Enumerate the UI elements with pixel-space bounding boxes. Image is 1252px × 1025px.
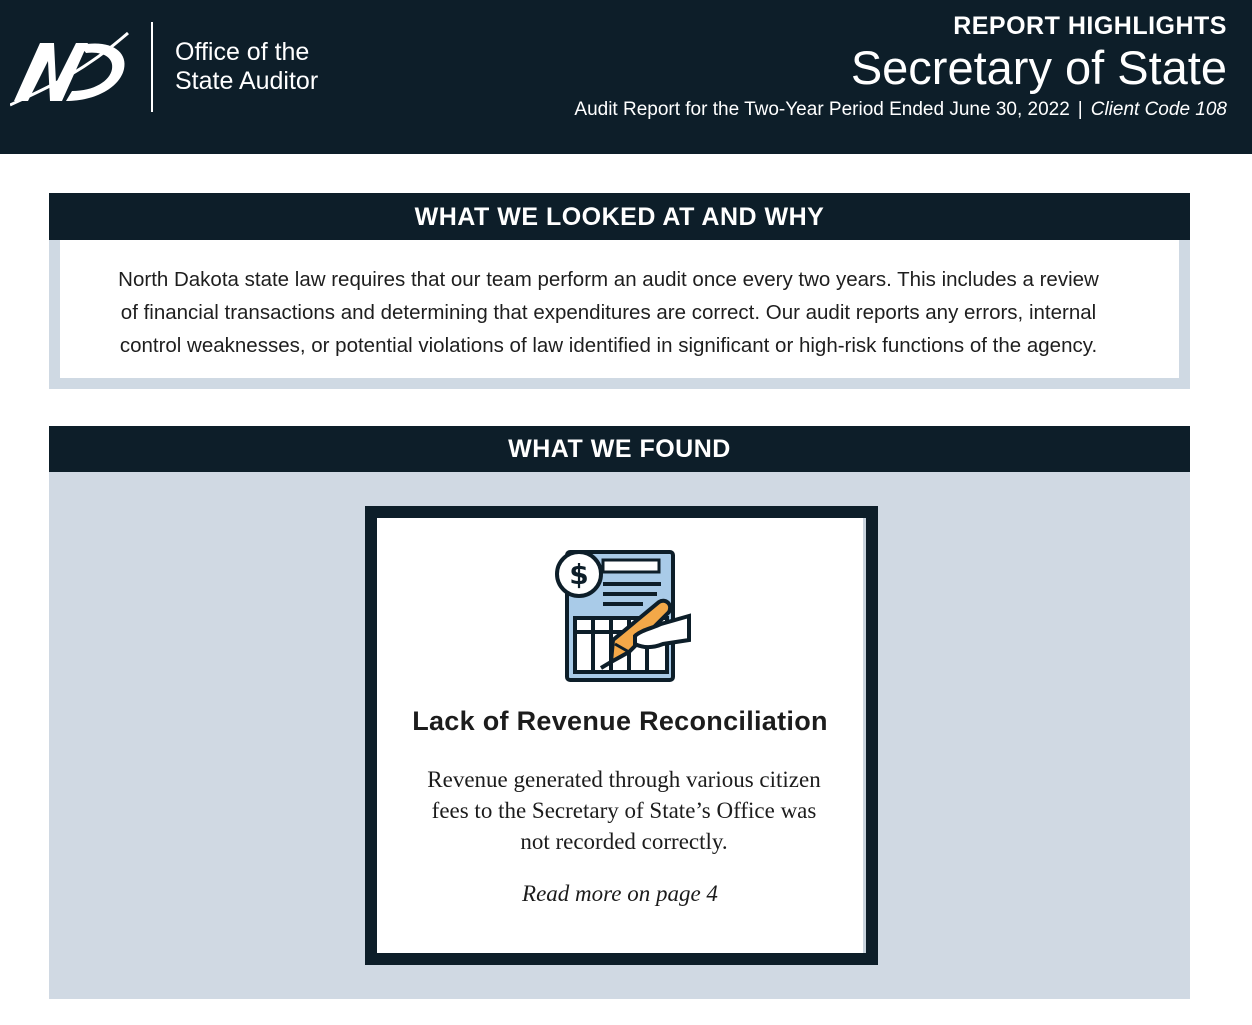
nd-logo-icon xyxy=(10,25,130,107)
finding-text-line3: not recorded correctly. xyxy=(520,829,728,854)
finding-description xyxy=(417,764,831,857)
finding-card-body xyxy=(377,518,866,953)
report-kicker: REPORT HIGHLIGHTS xyxy=(953,12,1227,40)
looked-at-line1: North Dakota state law requires that our team perform an audit once every two years. This includes a review xyxy=(118,268,1099,291)
office-name-line2: State Auditor xyxy=(175,67,319,95)
looked-at-line3: control weaknesses, or potential violations of law identified in significant or high-risk functions of the agency. xyxy=(119,334,1098,357)
office-name xyxy=(175,38,318,96)
finding-text-line1: Revenue generated through various citizen xyxy=(427,767,821,792)
finding-text-line2: fees to the Secretary of State’s Office was xyxy=(431,798,817,823)
revenue-document-pen-icon xyxy=(553,544,693,684)
read-more-link[interactable]: Read more on page 4 xyxy=(522,881,718,906)
subtitle-separator: | xyxy=(1077,99,1083,120)
client-code: Client Code 108 xyxy=(1090,99,1227,120)
office-name-line1: Office of the xyxy=(175,38,310,66)
found-heading: WHAT WE FOUND xyxy=(508,435,731,463)
looked-at-section xyxy=(49,193,1190,389)
period-text: Audit Report for the Two-Year Period Ended June 30, 2022 xyxy=(574,99,1070,120)
finding-title: Lack of Revenue Reconciliation xyxy=(412,706,828,736)
looked-at-text xyxy=(89,263,1128,362)
logo-divider xyxy=(151,22,153,112)
finding-card xyxy=(365,506,878,965)
looked-at-heading: WHAT WE LOOKED AT AND WHY xyxy=(414,203,825,231)
svg-text:$: $ xyxy=(569,558,589,591)
page-title: Secretary of State xyxy=(850,41,1227,94)
looked-at-line2: of financial transactions and determining that expenditures are correct. Our audit reports any errors, internal xyxy=(120,301,1097,324)
report-header xyxy=(0,0,1252,154)
report-subtitle xyxy=(574,99,1227,121)
